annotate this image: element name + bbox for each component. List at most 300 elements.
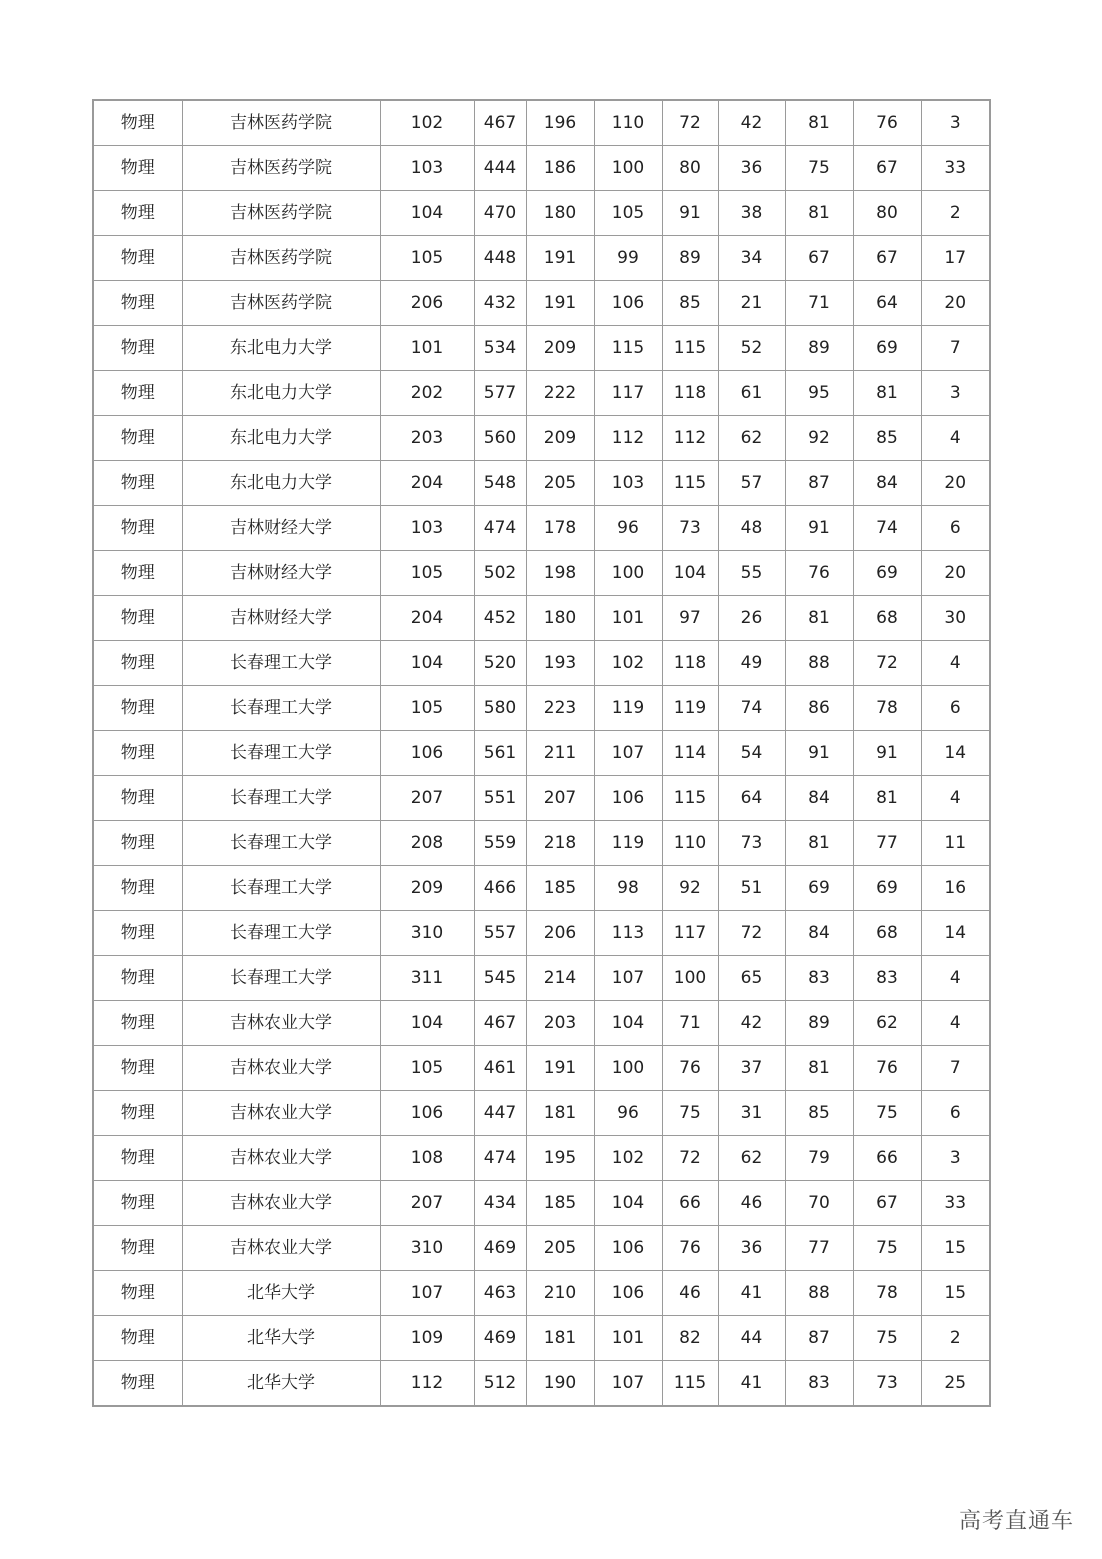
- table-cell: 11: [921, 821, 990, 866]
- table-cell: 81: [853, 776, 921, 821]
- table-cell: 91: [785, 731, 853, 776]
- table-cell: 115: [662, 1361, 718, 1407]
- table-cell: 118: [662, 371, 718, 416]
- table-cell: 76: [853, 1046, 921, 1091]
- table-row: [93, 1361, 990, 1407]
- table-cell: 34: [718, 236, 785, 281]
- table-cell: 107: [380, 1271, 474, 1316]
- table-cell: 469: [474, 1226, 526, 1271]
- table-cell: 91: [785, 506, 853, 551]
- table-cell: 北华大学: [182, 1361, 380, 1407]
- table-cell: 38: [718, 191, 785, 236]
- table-cell: 73: [718, 821, 785, 866]
- table-cell: 30: [921, 596, 990, 641]
- table-cell: 81: [785, 596, 853, 641]
- table-cell: 吉林财经大学: [182, 551, 380, 596]
- table-cell: 466: [474, 866, 526, 911]
- table-cell: 102: [594, 641, 662, 686]
- table-cell: 吉林财经大学: [182, 596, 380, 641]
- table-cell: 91: [662, 191, 718, 236]
- table-cell: 207: [526, 776, 594, 821]
- table-cell: 203: [526, 1001, 594, 1046]
- table-cell: 物理: [93, 956, 182, 1001]
- table-cell: 物理: [93, 641, 182, 686]
- table-cell: 26: [718, 596, 785, 641]
- table-cell: 115: [594, 326, 662, 371]
- table-row: [93, 461, 990, 506]
- table-cell: 119: [594, 686, 662, 731]
- table-cell: 214: [526, 956, 594, 1001]
- table-cell: 580: [474, 686, 526, 731]
- table-cell: 181: [526, 1091, 594, 1136]
- table-cell: 115: [662, 326, 718, 371]
- table-cell: 81: [785, 191, 853, 236]
- table-cell: 62: [718, 416, 785, 461]
- table-cell: 104: [380, 641, 474, 686]
- table-row: [93, 1136, 990, 1181]
- table-cell: 209: [526, 416, 594, 461]
- table-cell: 4: [921, 1001, 990, 1046]
- table-cell: 41: [718, 1271, 785, 1316]
- table-cell: 物理: [93, 1271, 182, 1316]
- table-cell: 545: [474, 956, 526, 1001]
- table-cell: 65: [718, 956, 785, 1001]
- table-cell: 87: [785, 1316, 853, 1361]
- table-cell: 41: [718, 1361, 785, 1407]
- table-cell: 463: [474, 1271, 526, 1316]
- table-cell: 15: [921, 1226, 990, 1271]
- table-cell: 100: [662, 956, 718, 1001]
- table-cell: 202: [380, 371, 474, 416]
- table-cell: 110: [662, 821, 718, 866]
- table-cell: 119: [662, 686, 718, 731]
- table-cell: 物理: [93, 1226, 182, 1271]
- table-row: [93, 1001, 990, 1046]
- table-cell: 吉林医药学院: [182, 281, 380, 326]
- table-cell: 108: [380, 1136, 474, 1181]
- table-row: [93, 1271, 990, 1316]
- table-cell: 190: [526, 1361, 594, 1407]
- table-cell: 92: [785, 416, 853, 461]
- table-cell: 107: [594, 731, 662, 776]
- table-cell: 105: [380, 551, 474, 596]
- table-cell: 物理: [93, 506, 182, 551]
- table-cell: 207: [380, 1181, 474, 1226]
- table-cell: 33: [921, 146, 990, 191]
- table-row: [93, 686, 990, 731]
- table-row: [93, 191, 990, 236]
- table-cell: 81: [785, 1046, 853, 1091]
- table-cell: 15: [921, 1271, 990, 1316]
- table-cell: 461: [474, 1046, 526, 1091]
- table-cell: 物理: [93, 371, 182, 416]
- table-cell: 长春理工大学: [182, 956, 380, 1001]
- table-cell: 534: [474, 326, 526, 371]
- table-cell: 52: [718, 326, 785, 371]
- table-cell: 物理: [93, 461, 182, 506]
- table-cell: 105: [380, 686, 474, 731]
- table-cell: 67: [853, 1181, 921, 1226]
- table-cell: 31: [718, 1091, 785, 1136]
- table-cell: 吉林医药学院: [182, 146, 380, 191]
- table-cell: 61: [718, 371, 785, 416]
- table-cell: 吉林医药学院: [182, 100, 380, 146]
- table-cell: 101: [594, 596, 662, 641]
- table-cell: 物理: [93, 551, 182, 596]
- table-cell: 310: [380, 1226, 474, 1271]
- table-cell: 502: [474, 551, 526, 596]
- table-cell: 211: [526, 731, 594, 776]
- table-cell: 99: [594, 236, 662, 281]
- table-cell: 长春理工大学: [182, 776, 380, 821]
- table-cell: 72: [662, 100, 718, 146]
- table-cell: 104: [662, 551, 718, 596]
- table-cell: 14: [921, 911, 990, 956]
- table-cell: 东北电力大学: [182, 461, 380, 506]
- table-cell: 21: [718, 281, 785, 326]
- table-cell: 196: [526, 100, 594, 146]
- table-cell: 73: [662, 506, 718, 551]
- table-cell: 185: [526, 866, 594, 911]
- table-cell: 80: [662, 146, 718, 191]
- table-cell: 447: [474, 1091, 526, 1136]
- table-cell: 80: [853, 191, 921, 236]
- table-cell: 98: [594, 866, 662, 911]
- table-body: [93, 100, 990, 1406]
- table-cell: 66: [662, 1181, 718, 1226]
- table-cell: 东北电力大学: [182, 326, 380, 371]
- table-cell: 95: [785, 371, 853, 416]
- table-cell: 42: [718, 1001, 785, 1046]
- table-cell: 82: [662, 1316, 718, 1361]
- table-row: [93, 326, 990, 371]
- table-cell: 吉林农业大学: [182, 1091, 380, 1136]
- table-cell: 191: [526, 1046, 594, 1091]
- table-cell: 101: [594, 1316, 662, 1361]
- table-cell: 33: [921, 1181, 990, 1226]
- table-cell: 4: [921, 416, 990, 461]
- table-cell: 115: [662, 461, 718, 506]
- table-row: [93, 506, 990, 551]
- table-cell: 180: [526, 191, 594, 236]
- table-cell: 83: [853, 956, 921, 1001]
- watermark-text: 高考直通车: [958, 1509, 1074, 1534]
- table-cell: 78: [853, 686, 921, 731]
- table-cell: 36: [718, 146, 785, 191]
- table-cell: 100: [594, 1046, 662, 1091]
- table-cell: 物理: [93, 911, 182, 956]
- table-cell: 物理: [93, 1046, 182, 1091]
- table-cell: 54: [718, 731, 785, 776]
- table-cell: 112: [594, 416, 662, 461]
- table-cell: 东北电力大学: [182, 416, 380, 461]
- table-cell: 198: [526, 551, 594, 596]
- table-row: [93, 371, 990, 416]
- table-cell: 474: [474, 506, 526, 551]
- table-cell: 104: [380, 1001, 474, 1046]
- table-cell: 物理: [93, 191, 182, 236]
- table-cell: 20: [921, 281, 990, 326]
- table-cell: 67: [853, 236, 921, 281]
- table-cell: 104: [380, 191, 474, 236]
- table-cell: 112: [662, 416, 718, 461]
- table-cell: 311: [380, 956, 474, 1001]
- table-row: [93, 641, 990, 686]
- table-cell: 204: [380, 461, 474, 506]
- table-cell: 209: [380, 866, 474, 911]
- table-cell: 17: [921, 236, 990, 281]
- table-cell: 557: [474, 911, 526, 956]
- table-cell: 84: [853, 461, 921, 506]
- table-cell: 2: [921, 191, 990, 236]
- score-table: [92, 99, 991, 1407]
- table-cell: 4: [921, 641, 990, 686]
- table-cell: 78: [853, 1271, 921, 1316]
- table-cell: 东北电力大学: [182, 371, 380, 416]
- table-cell: 186: [526, 146, 594, 191]
- table-cell: 92: [662, 866, 718, 911]
- table-cell: 119: [594, 821, 662, 866]
- table-cell: 北华大学: [182, 1316, 380, 1361]
- table-cell: 86: [785, 686, 853, 731]
- table-cell: 76: [853, 100, 921, 146]
- table-row: [93, 1226, 990, 1271]
- table-cell: 物理: [93, 731, 182, 776]
- table-cell: 206: [380, 281, 474, 326]
- table-cell: 57: [718, 461, 785, 506]
- table-cell: 72: [662, 1136, 718, 1181]
- table-cell: 48: [718, 506, 785, 551]
- table-cell: 209: [526, 326, 594, 371]
- table-cell: 68: [853, 596, 921, 641]
- table-cell: 204: [380, 596, 474, 641]
- table-row: [93, 821, 990, 866]
- table-cell: 210: [526, 1271, 594, 1316]
- table-cell: 561: [474, 731, 526, 776]
- table-cell: 181: [526, 1316, 594, 1361]
- table-cell: 76: [662, 1226, 718, 1271]
- table-cell: 104: [594, 1181, 662, 1226]
- table-cell: 2: [921, 1316, 990, 1361]
- table-cell: 75: [853, 1091, 921, 1136]
- table-cell: 91: [853, 731, 921, 776]
- table-row: [93, 1091, 990, 1136]
- table-cell: 北华大学: [182, 1271, 380, 1316]
- table-cell: 71: [662, 1001, 718, 1046]
- table-cell: 75: [662, 1091, 718, 1136]
- table-cell: 3: [921, 100, 990, 146]
- table-cell: 195: [526, 1136, 594, 1181]
- table-cell: 444: [474, 146, 526, 191]
- table-row: [93, 1046, 990, 1091]
- table-row: [93, 416, 990, 461]
- table-cell: 110: [594, 100, 662, 146]
- table-cell: 193: [526, 641, 594, 686]
- table-cell: 113: [594, 911, 662, 956]
- table-cell: 66: [853, 1136, 921, 1181]
- table-cell: 104: [594, 1001, 662, 1046]
- table-cell: 物理: [93, 1091, 182, 1136]
- table-cell: 长春理工大学: [182, 641, 380, 686]
- table-cell: 207: [380, 776, 474, 821]
- table-row: [93, 236, 990, 281]
- table-cell: 89: [662, 236, 718, 281]
- table-cell: 203: [380, 416, 474, 461]
- table-cell: 69: [853, 326, 921, 371]
- table-cell: 物理: [93, 100, 182, 146]
- table-cell: 物理: [93, 326, 182, 371]
- table-cell: 548: [474, 461, 526, 506]
- table-cell: 185: [526, 1181, 594, 1226]
- table-cell: 7: [921, 1046, 990, 1091]
- table-cell: 16: [921, 866, 990, 911]
- table-cell: 物理: [93, 281, 182, 326]
- table-cell: 105: [380, 236, 474, 281]
- table-cell: 42: [718, 100, 785, 146]
- table-row: [93, 551, 990, 596]
- table-cell: 67: [785, 236, 853, 281]
- table-cell: 长春理工大学: [182, 686, 380, 731]
- table-cell: 67: [853, 146, 921, 191]
- table-cell: 223: [526, 686, 594, 731]
- table-cell: 4: [921, 956, 990, 1001]
- table-cell: 102: [594, 1136, 662, 1181]
- table-cell: 69: [785, 866, 853, 911]
- table-cell: 吉林财经大学: [182, 506, 380, 551]
- table-cell: 432: [474, 281, 526, 326]
- table-cell: 114: [662, 731, 718, 776]
- table-cell: 4: [921, 776, 990, 821]
- table-cell: 物理: [93, 1001, 182, 1046]
- table-row: [93, 866, 990, 911]
- table-cell: 89: [785, 1001, 853, 1046]
- table-row: [93, 100, 990, 146]
- table-cell: 560: [474, 416, 526, 461]
- table-cell: 51: [718, 866, 785, 911]
- table-cell: 62: [718, 1136, 785, 1181]
- table-cell: 191: [526, 236, 594, 281]
- table-cell: 206: [526, 911, 594, 956]
- table-cell: 物理: [93, 146, 182, 191]
- table-cell: 74: [853, 506, 921, 551]
- table-cell: 71: [785, 281, 853, 326]
- table-cell: 106: [380, 1091, 474, 1136]
- table-cell: 448: [474, 236, 526, 281]
- table-cell: 物理: [93, 1361, 182, 1407]
- table-cell: 72: [853, 641, 921, 686]
- table-cell: 吉林医药学院: [182, 191, 380, 236]
- table-cell: 81: [785, 821, 853, 866]
- table-cell: 434: [474, 1181, 526, 1226]
- table-cell: 222: [526, 371, 594, 416]
- table-cell: 长春理工大学: [182, 911, 380, 956]
- table-row: [93, 281, 990, 326]
- table-row: [93, 596, 990, 641]
- table-cell: 46: [718, 1181, 785, 1226]
- table-cell: 36: [718, 1226, 785, 1271]
- table-cell: 79: [785, 1136, 853, 1181]
- table-cell: 吉林农业大学: [182, 1226, 380, 1271]
- table-cell: 83: [785, 956, 853, 1001]
- table-cell: 520: [474, 641, 526, 686]
- table-cell: 467: [474, 1001, 526, 1046]
- table-cell: 64: [853, 281, 921, 326]
- table-cell: 吉林农业大学: [182, 1181, 380, 1226]
- table-cell: 3: [921, 371, 990, 416]
- table-cell: 84: [785, 911, 853, 956]
- table-cell: 106: [380, 731, 474, 776]
- table-cell: 118: [662, 641, 718, 686]
- table-cell: 62: [853, 1001, 921, 1046]
- table-cell: 75: [785, 146, 853, 191]
- table-cell: 物理: [93, 416, 182, 461]
- table-cell: 83: [785, 1361, 853, 1407]
- table-cell: 100: [594, 146, 662, 191]
- table-cell: 467: [474, 100, 526, 146]
- table-cell: 3: [921, 1136, 990, 1181]
- table-cell: 长春理工大学: [182, 866, 380, 911]
- table-cell: 103: [380, 506, 474, 551]
- table-cell: 469: [474, 1316, 526, 1361]
- table-cell: 69: [853, 866, 921, 911]
- table-cell: 74: [718, 686, 785, 731]
- table-cell: 物理: [93, 1136, 182, 1181]
- table-cell: 6: [921, 506, 990, 551]
- table-cell: 106: [594, 1271, 662, 1316]
- table-cell: 107: [594, 956, 662, 1001]
- table-cell: 6: [921, 686, 990, 731]
- table-cell: 76: [785, 551, 853, 596]
- table-cell: 46: [662, 1271, 718, 1316]
- table-cell: 物理: [93, 776, 182, 821]
- table-cell: 吉林医药学院: [182, 236, 380, 281]
- table-cell: 551: [474, 776, 526, 821]
- table-cell: 87: [785, 461, 853, 506]
- table-cell: 物理: [93, 821, 182, 866]
- table-cell: 103: [594, 461, 662, 506]
- table-cell: 物理: [93, 686, 182, 731]
- table-cell: 117: [594, 371, 662, 416]
- table-cell: 物理: [93, 1316, 182, 1361]
- table-cell: 105: [380, 1046, 474, 1091]
- table-cell: 470: [474, 191, 526, 236]
- table-cell: 长春理工大学: [182, 731, 380, 776]
- table-cell: 68: [853, 911, 921, 956]
- table-row: [93, 911, 990, 956]
- table-cell: 180: [526, 596, 594, 641]
- table-row: [93, 1316, 990, 1361]
- table-cell: 25: [921, 1361, 990, 1407]
- table-row: [93, 146, 990, 191]
- table-cell: 178: [526, 506, 594, 551]
- table-cell: 577: [474, 371, 526, 416]
- table-cell: 76: [662, 1046, 718, 1091]
- table-cell: 100: [594, 551, 662, 596]
- table-cell: 101: [380, 326, 474, 371]
- table-cell: 37: [718, 1046, 785, 1091]
- table-cell: 20: [921, 461, 990, 506]
- table-cell: 88: [785, 641, 853, 686]
- table-cell: 14: [921, 731, 990, 776]
- table-cell: 81: [785, 100, 853, 146]
- table-cell: 84: [785, 776, 853, 821]
- table-cell: 85: [662, 281, 718, 326]
- table-cell: 102: [380, 100, 474, 146]
- table-cell: 81: [853, 371, 921, 416]
- table-cell: 559: [474, 821, 526, 866]
- table-cell: 89: [785, 326, 853, 371]
- table-cell: 44: [718, 1316, 785, 1361]
